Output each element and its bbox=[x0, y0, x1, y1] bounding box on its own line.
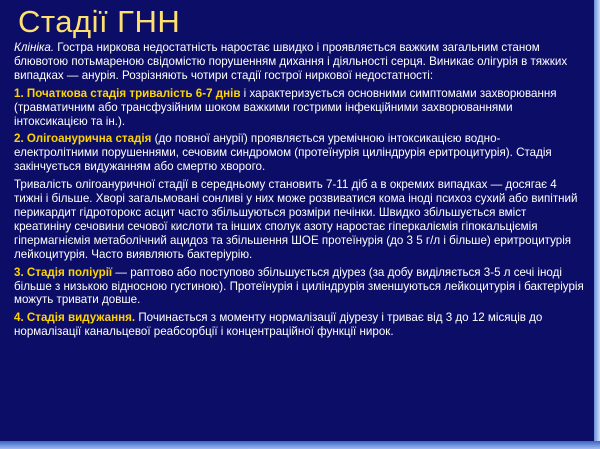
slide-body bbox=[14, 41, 584, 343]
oligo-details-paragraph: Тривалість олігоануричної стадії в середньому становить 7-11 діб а в окремих випадках — досягає 4 тижні і більше. Хворі загальмовані сонливі у них може розвиватися кома іноді психоз сухий або випітний перикардит гідроторокс асцит часто збільшуються розміри печінки. Швидко збільшується вміст креатиніну сечовини сечової кислоти та інших сполук азоту наростає гіперкаліємія гіпокальціємія гіпермагніємія метаболічний ацидоз та збільшення ШОЕ протеїнурія (до 3 5 г/л і більше) еритроцитурія лейкоцитурія. Часто виявляють бактеріурію. bbox=[14, 178, 578, 261]
slide-title: Стадії ГНН bbox=[18, 4, 181, 39]
stage1-text: і характеризується основними симптомами захворювання (травматичним або трансфузійним шоком важкими гострими інфекційними захворюваннями інтоксикацією та ін.). bbox=[14, 86, 557, 128]
stage2-text: (до повної анурії) проявляється уремічною інтоксикацією водно-електролітними порушеннями, сечовим синдромом (протеїнурія циліндрурія еритроцитурія). Стадія закінчується видужанням або смертю хворого. bbox=[14, 132, 552, 174]
stage3-paragraph bbox=[14, 266, 584, 308]
stage3-text: — раптово або поступово збільшується діурез (за добу виділяється 3-5 л сечі іноді більше з низькою відносною густиною). Протеїнурія і циліндрурія зменшуються лейкоцитурія і бактеріурія можуть тривати довше. bbox=[14, 265, 584, 307]
slide-edge-bottom bbox=[0, 441, 600, 449]
slide-edge-right bbox=[594, 0, 600, 449]
stage1-heading: 1. Початкова стадія тривалість 6-7 днів bbox=[14, 86, 241, 100]
stage2-paragraph bbox=[14, 132, 584, 174]
stage1-paragraph bbox=[14, 87, 584, 129]
stage2-heading: 2. Олігоанурична стадія bbox=[14, 132, 152, 146]
intro-paragraph bbox=[14, 41, 584, 83]
stage4-heading: 4. Стадія видужання. bbox=[14, 311, 136, 325]
stage4-paragraph bbox=[14, 311, 584, 339]
intro-text: Гостра ниркова недостатність наростає швидко і проявляється важким загальним станом блювотою потьмареною свідомістю порушенням дихання і діяльності серця. Виникає олігурія в тяжких випадках — анурія. Розрізняють чотири стадії гострої ниркової недостатності: bbox=[14, 41, 568, 82]
intro-label: Клініка. bbox=[14, 41, 55, 54]
stage3-heading: 3. Стадія поліурії bbox=[14, 265, 113, 279]
stage4-text: Починається з моменту нормалізації діурезу і триває від 3 до 12 місяців до нормалізації канальцевої реабсорбції і концентраційної функції нирок. bbox=[14, 311, 543, 339]
